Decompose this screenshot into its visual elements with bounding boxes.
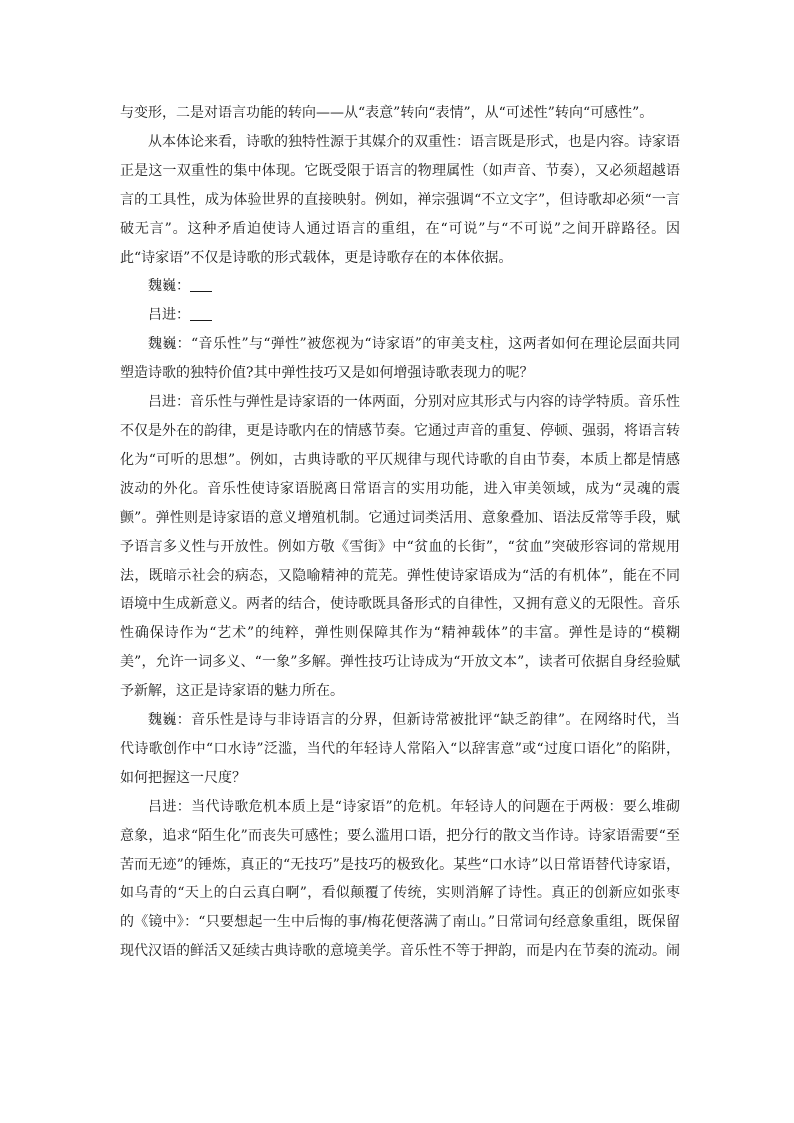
document-body [120,99,680,966]
question-placeholder-weiwei [120,272,680,301]
paragraph-question-1: 魏巍：“音乐性”与“弹性”被您视为“诗家语”的审美支柱，这两者如何在理论层面共同塑造诗歌的独特价值?其中弹性技巧又是如何增强诗歌表现力的呢？ [120,336,680,382]
paragraph-2: 从本体论来看，诗歌的独特性源于其媒介的双重性：语言既是形式，也是内容。诗家语正是这一双重性的集中体现。它既受限于语言的物理属性（如声音、节奏），又必须超越语言的工具性，成为体验世界的直接映射。例如，禅宗强调“不立文字”，但诗歌却必须“一言破无言”。这种矛盾迫使诗人通过语言的重组，在“可说”与“不可说”之间开辟路径。因此“诗家语”不仅是诗歌的形式载体，更是诗歌存在的本体依据。 [120,133,680,266]
answer-placeholder-lvjin [120,301,680,330]
paragraph-answer-2: 吕进：当代诗歌危机本质上是“诗家语”的危机。年轻诗人的问题在于两极：要么堆砌意象，追求“陌生化”而丧失可感性；要么滥用口语，把分行的散文当作诗。诗家语需要“至苦而无迹”的锤炼，真正的“无技巧”是技巧的极致化。某些“口水诗”以日常语替代诗家语，如乌青的“天上的白云真白啊”，看似颠覆了传统，实则消解了诗性。真正的创新应如张枣的《镜中》：“只要想起一生中后悔的事/梅花便落满了南山。”日常词句经意象重组，既保留现代汉语的鲜活又延续古典诗歌的意境美学。音乐性不等于押韵，而是内在节奏的流动。闹 [120,798,680,960]
paragraph-1: 与变形，二是对语言功能的转向——从“表意”转向“表情”，从“可述性”转向“可感性”。 [120,105,654,121]
answer-blank[interactable] [190,277,212,292]
speaker-label-lvjin: 吕进： [148,307,190,324]
paragraph-answer-1: 吕进：音乐性与弹性是诗家语的一体两面，分别对应其形式与内容的诗学特质。音乐性不仅是外在的韵律，更是诗歌内在的情感节奏。它通过声音的重复、停顿、强弱，将语言转化为“可听的思想”。例如，古典诗歌的平仄规律与现代诗歌的自由节奏，本质上都是情感波动的外化。音乐性使诗家语脱离日常语言的实用功能，进入审美领域，成为“灵魂的震颤”。弹性则是诗家语的意义增殖机制。它通过词类活用、意象叠加、语法反常等手段，赋予语言多义性与开放性。例如方敬《雪街》中“贫血的长街”，“贫血”突破形容词的常规用法，既暗示社会的病态，又隐喻精神的荒芜。弹性使诗家语成为“活的有机体”，能在不同语境中生成新意义。两者的结合，使诗歌既具备形式的自律性，又拥有意义的无限性。音乐性确保诗作为“艺术”的纯粹，弹性则保障其作为“精神载体”的丰富。弹性是诗的“模糊美”，允许一词多义、“一象”多解。弹性技巧让诗成为“开放文本”，读者可依据自身经验赋予新解，这正是诗家语的魅力所在。 [120,394,680,700]
paragraph-question-2: 魏巍：音乐性是诗与非诗语言的分界，但新诗常被批评“缺乏韵律”。在网络时代，当代诗歌创作中“口水诗”泛滥，当代的年轻诗人常陷入“以辞害意”或“过度口语化”的陷阱，如何把握这一尺度？ [120,712,680,786]
speaker-label-weiwei: 魏巍： [148,278,190,295]
answer-blank[interactable] [190,306,212,321]
